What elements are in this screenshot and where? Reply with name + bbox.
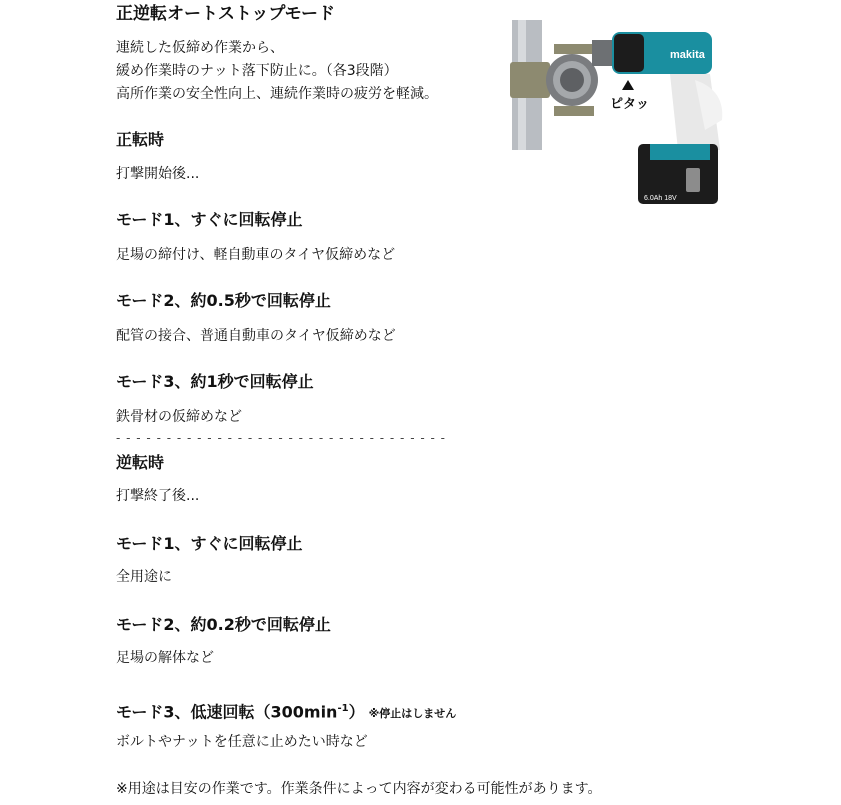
forward-mode3-heading: モード3、約1秒で回転停止	[116, 372, 314, 391]
forward-mode2-heading: モード2、約0.5秒で回転停止	[116, 291, 331, 310]
reverse-mode3-heading	[116, 698, 456, 725]
forward-mode1-heading: モード1、すぐに回転停止	[116, 210, 303, 229]
intro-line: 緩め作業時のナット落下防止に。（各3段階）	[116, 63, 398, 79]
reverse-mode3-heading-sup: -1	[337, 703, 349, 714]
battery-label: 6.0Ah 18V	[644, 195, 677, 202]
intro-line: 連続した仮締め作業から、	[116, 40, 284, 56]
reverse-mode1-desc: 全用途に	[116, 569, 172, 585]
page-title: 正逆転オートストップモード	[116, 4, 335, 24]
reverse-mode2-desc: 足場の解体など	[116, 650, 214, 666]
reverse-mode3-note: ※停止はしません	[368, 707, 457, 721]
intro-line: 高所作業の安全性向上、連続作業時の疲労を軽減。	[116, 86, 438, 102]
pipe-clamp	[510, 62, 550, 98]
illustration-callout: ピタッ	[610, 97, 650, 112]
footnote: ※用途は目安の作業です。作業条件によって内容が変わる可能性があります。	[116, 781, 602, 797]
forward-desc: 打撃開始後...	[116, 166, 200, 182]
reverse-mode1-heading: モード1、すぐに回転停止	[116, 534, 303, 553]
reverse-mode3-heading-close: ）	[348, 702, 365, 722]
reverse-heading: 逆転時	[116, 453, 165, 472]
reverse-desc: 打撃終了後...	[116, 488, 200, 504]
socket	[592, 40, 614, 66]
reverse-mode3-desc: ボルトやナットを任意に止めたい時など	[116, 734, 368, 750]
up-arrow-icon	[622, 80, 634, 90]
tool-brand: makita	[670, 49, 705, 61]
forward-mode2-desc: 配管の接合、普通自動車のタイヤ仮締めなど	[116, 328, 396, 344]
section-divider: - - - - - - - - - - - - - - - - - - - - - - - - - - - - - - - - -	[116, 431, 446, 445]
forward-mode3-desc: 鉄骨材の仮締めなど	[116, 409, 242, 425]
forward-heading: 正転時	[116, 130, 165, 149]
reverse-mode3-heading-main: モード3、低速回転（300min	[116, 702, 338, 722]
impact-driver-illustration	[510, 20, 732, 212]
intro-text	[116, 37, 438, 106]
reverse-mode2-heading: モード2、約0.2秒で回転停止	[116, 615, 331, 634]
forward-mode1-desc: 足場の締付け、軽自動車のタイヤ仮締めなど	[116, 247, 396, 263]
